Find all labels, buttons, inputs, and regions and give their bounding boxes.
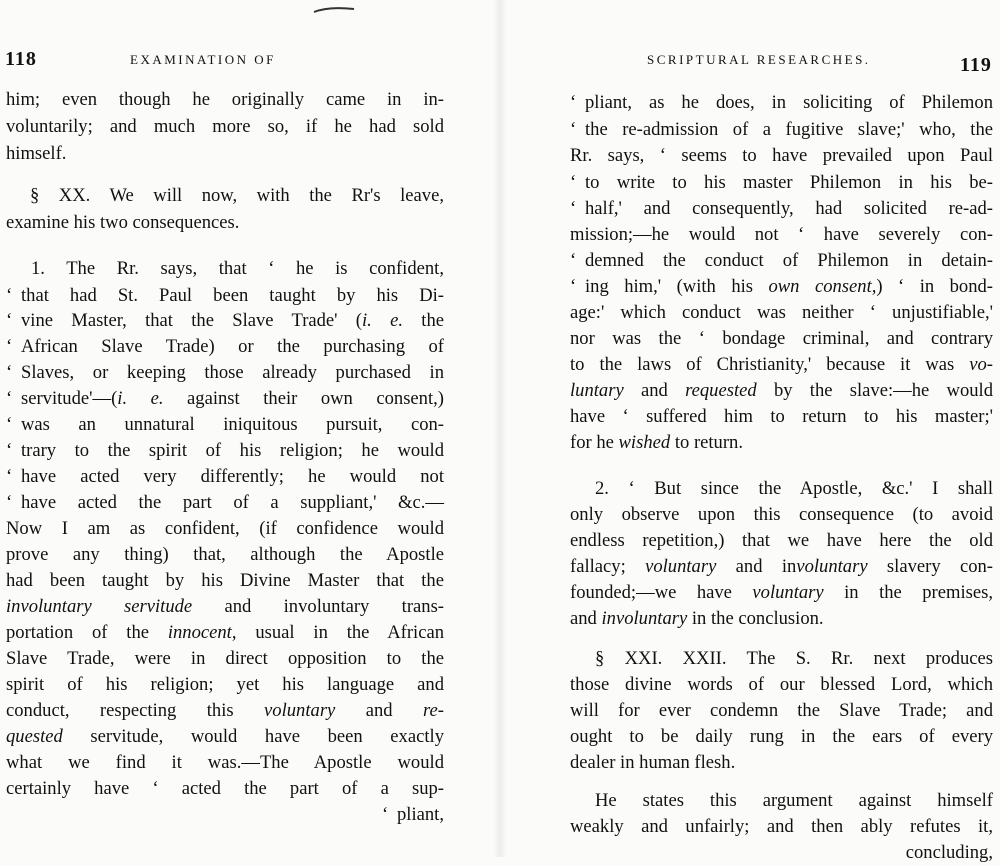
text-line: ‘ servitude'—(i. e. against their own consent,)	[6, 386, 444, 412]
continuation-quote-mark: ‘	[6, 310, 13, 331]
continuation-quote-mark: ‘	[6, 440, 13, 461]
text-line: luntary and requested by the slave:—he would	[570, 380, 993, 401]
text-line: age:' which conduct was neither ‘ unjustifiable,'	[570, 302, 993, 323]
text-line: ‘ vine Master, that the Slave Trade' (i. e. the	[6, 308, 444, 334]
continuation-quote-mark: ‘	[6, 285, 13, 306]
text-line: ‘ Slaves, or keeping those already purchased in	[6, 360, 444, 386]
continuation-quote-mark: ‘	[570, 92, 577, 113]
continuation-quote-mark: ‘	[570, 276, 577, 297]
text-line: ‘ pliant,	[6, 802, 444, 828]
continuation-quote-mark: ‘	[570, 172, 577, 193]
continuation-quote-mark: ‘	[6, 388, 13, 409]
text-line: had been taught by his Divine Master that the	[6, 570, 444, 591]
text-line: endless repetition,) that we have here the old	[570, 530, 993, 551]
text-line: prove any thing) that, although the Apostle	[6, 544, 444, 565]
text-line: § XX. We will now, with the Rr's leave,	[30, 185, 444, 206]
text-line: mission;—he would not ‘ have severely con-	[570, 224, 993, 245]
continuation-quote-mark: ‘	[570, 119, 577, 140]
continuation-quote-mark: ‘	[570, 198, 577, 219]
page-gutter	[493, 0, 507, 857]
text-line: conduct, respecting this voluntary and re-	[6, 700, 444, 721]
text-line: will for ever condemn the Slave Trade; and	[570, 700, 993, 721]
text-line: himself.	[6, 143, 67, 164]
text-line: ‘ African Slave Trade) or the purchasing of	[6, 334, 444, 360]
text-line: 1. The Rr. says, that ‘ he is confident,	[31, 258, 444, 279]
text-line: Slave Trade, were in direct opposition to the	[6, 648, 444, 669]
left-running-header	[0, 48, 470, 72]
text-line: nor was the ‘ bondage criminal, and contrary	[570, 328, 993, 349]
text-line: ‘ ing him,' (with his own consent,) ‘ in bond-	[570, 274, 993, 300]
text-line: fallacy; voluntary and involuntary slavery con-	[570, 556, 993, 577]
text-line: He states this argument against himself	[595, 790, 993, 811]
text-line: ‘ that had St. Paul been taught by his Di-	[6, 283, 444, 309]
text-line: 2. ‘ But since the Apostle, &c.' I shall	[595, 478, 993, 499]
right-page	[530, 0, 1000, 863]
page-number: 119	[960, 54, 992, 76]
continuation-quote-mark: ‘	[382, 804, 389, 825]
text-line: what we find it was.—The Apostle would	[6, 752, 444, 773]
text-line: for he wished to return.	[570, 432, 743, 453]
text-line: examine his two consequences.	[6, 212, 240, 233]
text-line: and involuntary in the conclusion.	[570, 608, 824, 629]
text-line: have ‘ suffered him to return to his master;'	[570, 406, 993, 427]
text-line: portation of the innocent, usual in the African	[6, 622, 444, 643]
running-head: SCRIPTURAL RESEARCHES.	[647, 52, 871, 67]
text-line: ‘ pliant, as he does, in soliciting of Philemon	[570, 90, 993, 116]
continuation-quote-mark: ‘	[6, 362, 13, 383]
text-line: voluntarily; and much more so, if he had sold	[6, 116, 444, 137]
text-line: weakly and unfairly; and then ably refutes it,	[570, 816, 993, 837]
text-line: ‘ to write to his master Philemon in his be-	[570, 170, 993, 196]
continuation-quote-mark: ‘	[6, 414, 13, 435]
left-page	[0, 0, 470, 857]
text-line: Rr. says, ‘ seems to have prevailed upon Paul	[570, 145, 993, 166]
text-line: ‘ the re-admission of a fugitive slave;' who, the	[570, 117, 993, 143]
text-line: concluding,	[905, 842, 993, 863]
text-line: ‘ have acted very differently; he would not	[6, 464, 444, 490]
text-line: Now I am as confident, (if confidence would	[6, 518, 444, 539]
text-line: certainly have ‘ acted the part of a sup-	[6, 778, 444, 799]
continuation-quote-mark: ‘	[570, 250, 577, 271]
text-line: ought to be daily rung in the ears of every	[570, 726, 993, 747]
continuation-quote-mark: ‘	[6, 466, 13, 487]
text-line: involuntary servitude and involuntary trans-	[6, 596, 444, 617]
text-line: only observe upon this consequence (to avoid	[570, 504, 993, 525]
text-line: him; even though he originally came in in-	[6, 89, 444, 110]
text-line: founded;—we have voluntary in the premises,	[570, 582, 993, 603]
continuation-quote-mark: ‘	[6, 336, 13, 357]
continuation-quote-mark: ‘	[6, 492, 13, 513]
text-line: ‘ half,' and consequently, had solicited re-ad-	[570, 196, 993, 222]
text-line: ‘ trary to the spirit of his religion; he would	[6, 438, 444, 464]
page-number: 118	[5, 48, 37, 70]
text-line: ‘ demned the conduct of Philemon in detain-	[570, 248, 993, 274]
text-line: ‘ was an unnatural iniquitous pursuit, con-	[6, 412, 444, 438]
text-line: spirit of his religion; yet his language and	[6, 674, 444, 695]
right-running-header	[530, 48, 1000, 76]
text-line: dealer in human flesh.	[570, 752, 736, 773]
text-line: quested servitude, would have been exactly	[6, 726, 444, 747]
text-line: those divine words of our blessed Lord, which	[570, 674, 993, 695]
text-line: to the laws of Christianity,' because it was vo-	[570, 354, 993, 375]
text-line: ‘ have acted the part of a suppliant,' &c.—	[6, 490, 444, 516]
running-head: EXAMINATION OF	[130, 52, 276, 67]
text-line: § XXI. XXII. The S. Rr. next produces	[595, 648, 993, 669]
